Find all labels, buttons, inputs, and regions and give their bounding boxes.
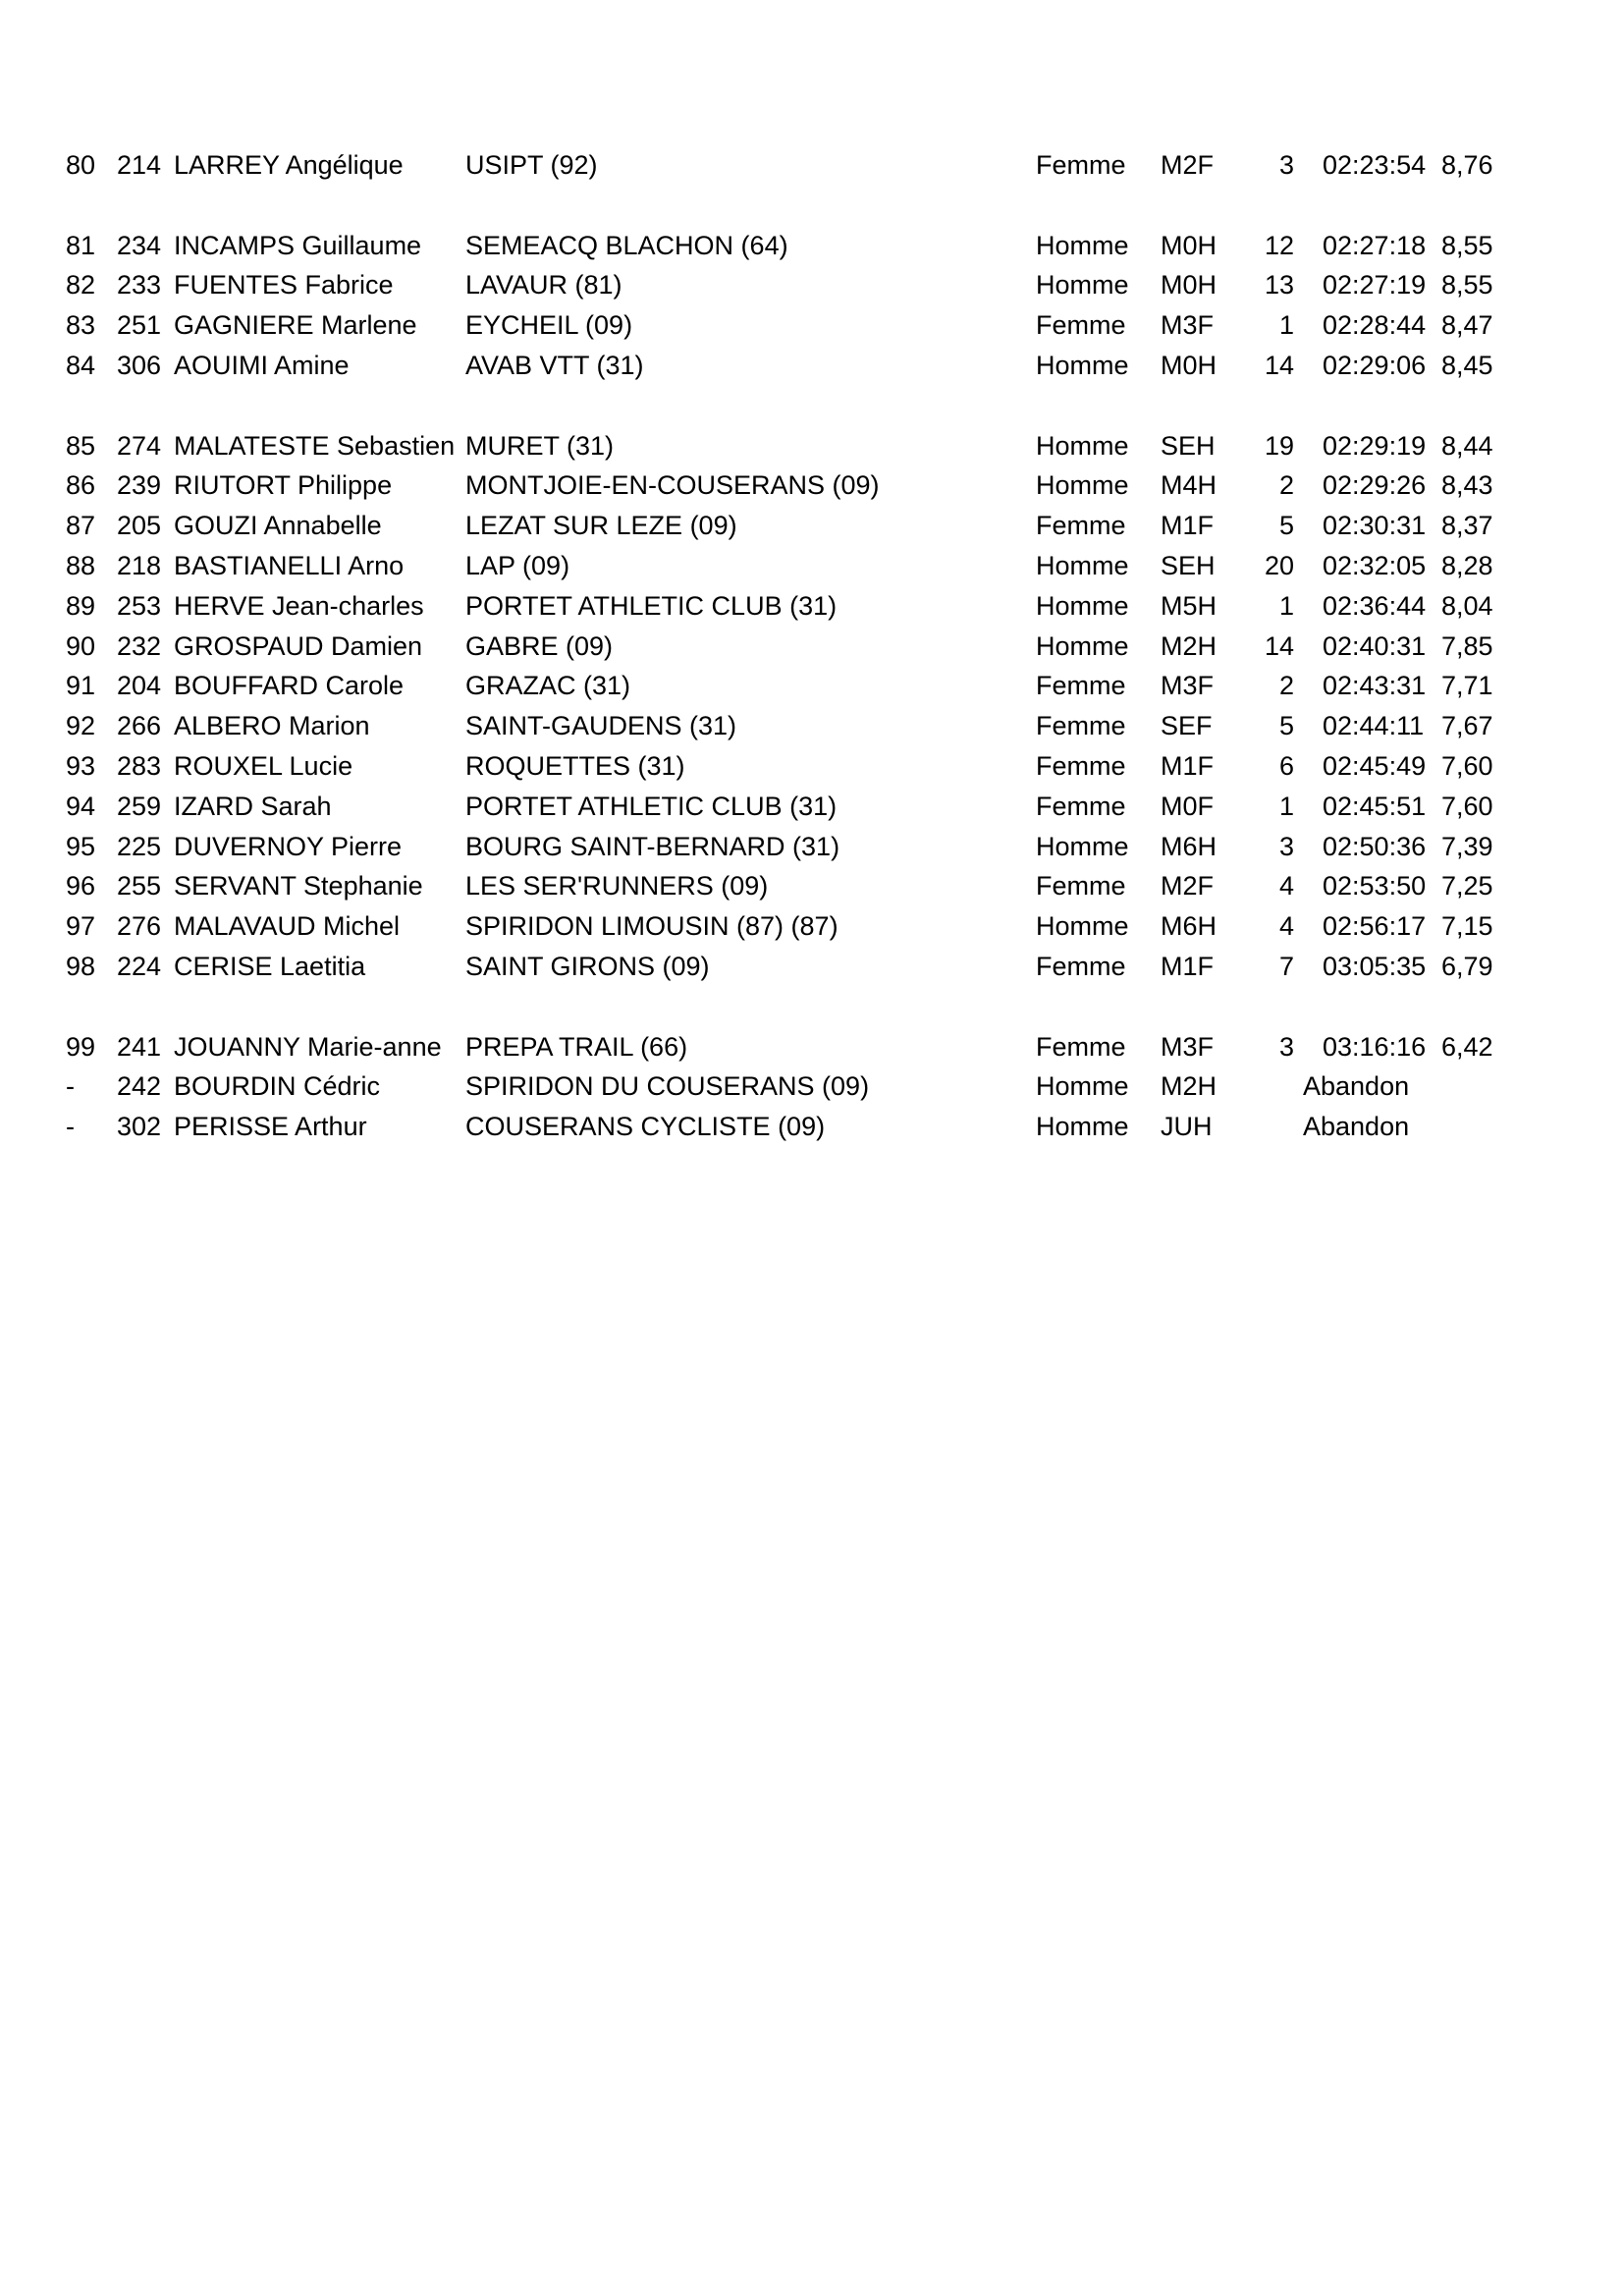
result-row (0, 827, 1623, 867)
rank: 89 (66, 590, 96, 621)
runner-name: INCAMPS Guillaume (174, 230, 422, 260)
result-row (0, 586, 1623, 627)
result-row (0, 145, 1623, 186)
speed: 7,71 (1441, 671, 1493, 701)
rank: 84 (66, 350, 96, 380)
finish-time: 02:29:26 (1323, 470, 1427, 501)
club: SAINT GIRONS (09) (465, 951, 710, 981)
bib-number: 259 (117, 791, 162, 821)
runner-name: FUENTES Fabrice (174, 270, 394, 301)
sex: Femme (1036, 951, 1126, 981)
result-row (0, 627, 1623, 667)
category: M0H (1161, 270, 1217, 301)
sex: Femme (1036, 871, 1126, 902)
category: M2H (1161, 630, 1217, 661)
finish-time: 02:29:19 (1323, 430, 1427, 461)
sex: Homme (1036, 430, 1129, 461)
sex: Femme (1036, 511, 1126, 541)
category-rank: 5 (1278, 511, 1294, 541)
speed: 7,67 (1441, 711, 1493, 741)
club: GRAZAC (31) (465, 671, 631, 701)
result-row (0, 226, 1623, 266)
status: Abandon (1303, 1112, 1410, 1142)
sex: Homme (1036, 270, 1129, 301)
category-rank: 12 (1264, 230, 1294, 260)
category-rank: 13 (1264, 270, 1294, 301)
finish-time: 02:29:06 (1323, 350, 1427, 380)
bib-number: 234 (117, 230, 162, 260)
result-row (0, 305, 1623, 346)
club: PREPA TRAIL (66) (465, 1031, 688, 1062)
result-row (0, 465, 1623, 506)
rank: 97 (66, 911, 96, 942)
bib-number: 239 (117, 470, 162, 501)
rank: - (66, 1112, 75, 1142)
result-row (0, 546, 1623, 586)
sex: Femme (1036, 711, 1126, 741)
speed: 8,76 (1441, 150, 1493, 180)
category-rank: 14 (1264, 630, 1294, 661)
category: M1F (1161, 750, 1214, 781)
rank: 92 (66, 711, 96, 741)
category-rank: 7 (1278, 951, 1294, 981)
club: EYCHEIL (09) (465, 310, 633, 341)
category: JUH (1161, 1112, 1213, 1142)
category: M5H (1161, 590, 1217, 621)
speed: 8,45 (1441, 350, 1493, 380)
category-rank: 20 (1264, 550, 1294, 580)
sex: Femme (1036, 1031, 1126, 1062)
status: Abandon (1303, 1071, 1410, 1102)
runner-name: IZARD Sarah (174, 791, 332, 821)
club: COUSERANS CYCLISTE (09) (465, 1112, 826, 1142)
club: SEMEACQ BLACHON (64) (465, 230, 788, 260)
rank: 82 (66, 270, 96, 301)
speed: 8,04 (1441, 590, 1493, 621)
runner-name: BOUFFARD Carole (174, 671, 405, 701)
speed: 6,79 (1441, 951, 1493, 981)
sex: Homme (1036, 350, 1129, 380)
runner-name: BASTIANELLI Arno (174, 550, 405, 580)
finish-time: 02:53:50 (1323, 871, 1427, 902)
club: SPIRIDON LIMOUSIN (87) (87) (465, 911, 839, 942)
sex: Femme (1036, 791, 1126, 821)
rank: 91 (66, 671, 96, 701)
finish-time: 02:27:18 (1323, 230, 1427, 260)
runner-name: CERISE Laetitia (174, 951, 366, 981)
club: GABRE (09) (465, 630, 614, 661)
result-row (0, 666, 1623, 706)
speed: 7,60 (1441, 791, 1493, 821)
category: M3F (1161, 310, 1214, 341)
rank: 90 (66, 630, 96, 661)
bib-number: 214 (117, 150, 162, 180)
bib-number: 253 (117, 590, 162, 621)
bib-number: 251 (117, 310, 162, 341)
category: SEH (1161, 550, 1216, 580)
club: LAP (09) (465, 550, 570, 580)
finish-time: 02:28:44 (1323, 310, 1427, 341)
bib-number: 218 (117, 550, 162, 580)
result-row (0, 947, 1623, 987)
bib-number: 306 (117, 350, 162, 380)
category: M3F (1161, 671, 1214, 701)
runner-name: GROSPAUD Damien (174, 630, 423, 661)
result-row (0, 426, 1623, 466)
category-rank: 3 (1278, 1031, 1294, 1062)
category-rank: 3 (1278, 150, 1294, 180)
category-rank: 2 (1278, 671, 1294, 701)
bib-number: 232 (117, 630, 162, 661)
result-row (0, 906, 1623, 947)
result-row (0, 1027, 1623, 1067)
category: M1F (1161, 511, 1214, 541)
finish-time: 02:32:05 (1323, 550, 1427, 580)
runner-name: MALAVAUD Michel (174, 911, 401, 942)
finish-time: 02:43:31 (1323, 671, 1427, 701)
bib-number: 204 (117, 671, 162, 701)
category-rank: 14 (1264, 350, 1294, 380)
result-row (0, 1066, 1623, 1107)
runner-name: DUVERNOY Pierre (174, 831, 403, 861)
finish-time: 02:50:36 (1323, 831, 1427, 861)
runner-name: MALATESTE Sebastien (174, 430, 456, 461)
bib-number: 224 (117, 951, 162, 981)
speed: 7,60 (1441, 750, 1493, 781)
category-rank: 1 (1278, 791, 1294, 821)
club: MONTJOIE-EN-COUSERANS (09) (465, 470, 880, 501)
rank: 99 (66, 1031, 96, 1062)
speed: 8,28 (1441, 550, 1493, 580)
result-row (0, 787, 1623, 827)
sex: Homme (1036, 1112, 1129, 1142)
bib-number: 241 (117, 1031, 162, 1062)
runner-name: JOUANNY Marie-anne (174, 1031, 442, 1062)
runner-name: BOURDIN Cédric (174, 1071, 381, 1102)
category: M6H (1161, 911, 1217, 942)
rank: 83 (66, 310, 96, 341)
club: BOURG SAINT-BERNARD (31) (465, 831, 840, 861)
rank: 95 (66, 831, 96, 861)
sex: Homme (1036, 590, 1129, 621)
speed: 7,15 (1441, 911, 1493, 942)
runner-name: AOUIMI Amine (174, 350, 350, 380)
category-rank: 2 (1278, 470, 1294, 501)
category: M2H (1161, 1071, 1217, 1102)
category-rank: 19 (1264, 430, 1294, 461)
club: USIPT (92) (465, 150, 598, 180)
finish-time: 02:45:49 (1323, 750, 1427, 781)
results-table (0, 145, 1623, 1147)
category: M0H (1161, 350, 1217, 380)
category: M0H (1161, 230, 1217, 260)
finish-time: 02:30:31 (1323, 511, 1427, 541)
speed: 7,85 (1441, 630, 1493, 661)
finish-time: 02:56:17 (1323, 911, 1427, 942)
sex: Homme (1036, 831, 1129, 861)
rank: 88 (66, 550, 96, 580)
result-row (0, 706, 1623, 746)
category-rank: 1 (1278, 590, 1294, 621)
bib-number: 276 (117, 911, 162, 942)
finish-time: 02:27:19 (1323, 270, 1427, 301)
category-rank: 4 (1278, 911, 1294, 942)
bib-number: 233 (117, 270, 162, 301)
bib-number: 205 (117, 511, 162, 541)
speed: 7,39 (1441, 831, 1493, 861)
finish-time: 02:40:31 (1323, 630, 1427, 661)
club: LAVAUR (81) (465, 270, 622, 301)
sex: Homme (1036, 230, 1129, 260)
speed: 6,42 (1441, 1031, 1493, 1062)
result-row (0, 1107, 1623, 1147)
sex: Homme (1036, 630, 1129, 661)
category-rank: 1 (1278, 310, 1294, 341)
bib-number: 283 (117, 750, 162, 781)
category: M2F (1161, 871, 1214, 902)
sex: Homme (1036, 470, 1129, 501)
speed: 8,47 (1441, 310, 1493, 341)
runner-name: GOUZI Annabelle (174, 511, 382, 541)
finish-time: 02:23:54 (1323, 150, 1427, 180)
category: M2F (1161, 150, 1214, 180)
rank: 81 (66, 230, 96, 260)
runner-name: ROUXEL Lucie (174, 750, 353, 781)
runner-name: ALBERO Marion (174, 711, 370, 741)
rank: 80 (66, 150, 96, 180)
sex: Homme (1036, 911, 1129, 942)
category: M6H (1161, 831, 1217, 861)
rank: 87 (66, 511, 96, 541)
sex: Femme (1036, 750, 1126, 781)
category: M4H (1161, 470, 1217, 501)
club: MURET (31) (465, 430, 615, 461)
finish-time: 02:45:51 (1323, 791, 1427, 821)
runner-name: RIUTORT Philippe (174, 470, 393, 501)
runner-name: GAGNIERE Marlene (174, 310, 417, 341)
runner-name: SERVANT Stephanie (174, 871, 423, 902)
runner-name: PERISSE Arthur (174, 1112, 367, 1142)
runner-name: HERVE Jean-charles (174, 590, 424, 621)
bib-number: 266 (117, 711, 162, 741)
category-rank: 6 (1278, 750, 1294, 781)
bib-number: 302 (117, 1112, 162, 1142)
club: ROQUETTES (31) (465, 750, 685, 781)
speed: 8,43 (1441, 470, 1493, 501)
finish-time: 03:05:35 (1323, 951, 1427, 981)
result-row (0, 746, 1623, 787)
finish-time: 02:36:44 (1323, 590, 1427, 621)
category-rank: 3 (1278, 831, 1294, 861)
rank: 93 (66, 750, 96, 781)
rank: 85 (66, 430, 96, 461)
speed: 8,55 (1441, 270, 1493, 301)
result-row (0, 866, 1623, 906)
rank: 96 (66, 871, 96, 902)
club: PORTET ATHLETIC CLUB (31) (465, 791, 838, 821)
result-row (0, 265, 1623, 305)
sex: Femme (1036, 310, 1126, 341)
category: M1F (1161, 951, 1214, 981)
club: LEZAT SUR LEZE (09) (465, 511, 737, 541)
sex: Homme (1036, 1071, 1129, 1102)
bib-number: 225 (117, 831, 162, 861)
club: LES SER'RUNNERS (09) (465, 871, 769, 902)
finish-time: 02:44:11 (1323, 711, 1425, 741)
speed: 8,37 (1441, 511, 1493, 541)
category: SEF (1161, 711, 1213, 741)
category-rank: 5 (1278, 711, 1294, 741)
result-row (0, 506, 1623, 546)
rank: 94 (66, 791, 96, 821)
club: SAINT-GAUDENS (31) (465, 711, 737, 741)
category-rank: 4 (1278, 871, 1294, 902)
bib-number: 255 (117, 871, 162, 902)
finish-time: 03:16:16 (1323, 1031, 1427, 1062)
sex: Femme (1036, 150, 1126, 180)
result-row (0, 346, 1623, 386)
sex: Homme (1036, 550, 1129, 580)
rank: - (66, 1071, 75, 1102)
category: SEH (1161, 430, 1216, 461)
rank: 86 (66, 470, 96, 501)
bib-number: 274 (117, 430, 162, 461)
category: M3F (1161, 1031, 1214, 1062)
speed: 8,55 (1441, 230, 1493, 260)
runner-name: LARREY Angélique (174, 150, 404, 180)
rank: 98 (66, 951, 96, 981)
speed: 7,25 (1441, 871, 1493, 902)
club: AVAB VTT (31) (465, 350, 644, 380)
speed: 8,44 (1441, 430, 1493, 461)
club: PORTET ATHLETIC CLUB (31) (465, 590, 838, 621)
category: M0F (1161, 791, 1214, 821)
bib-number: 242 (117, 1071, 162, 1102)
sex: Femme (1036, 671, 1126, 701)
club: SPIRIDON DU COUSERANS (09) (465, 1071, 870, 1102)
